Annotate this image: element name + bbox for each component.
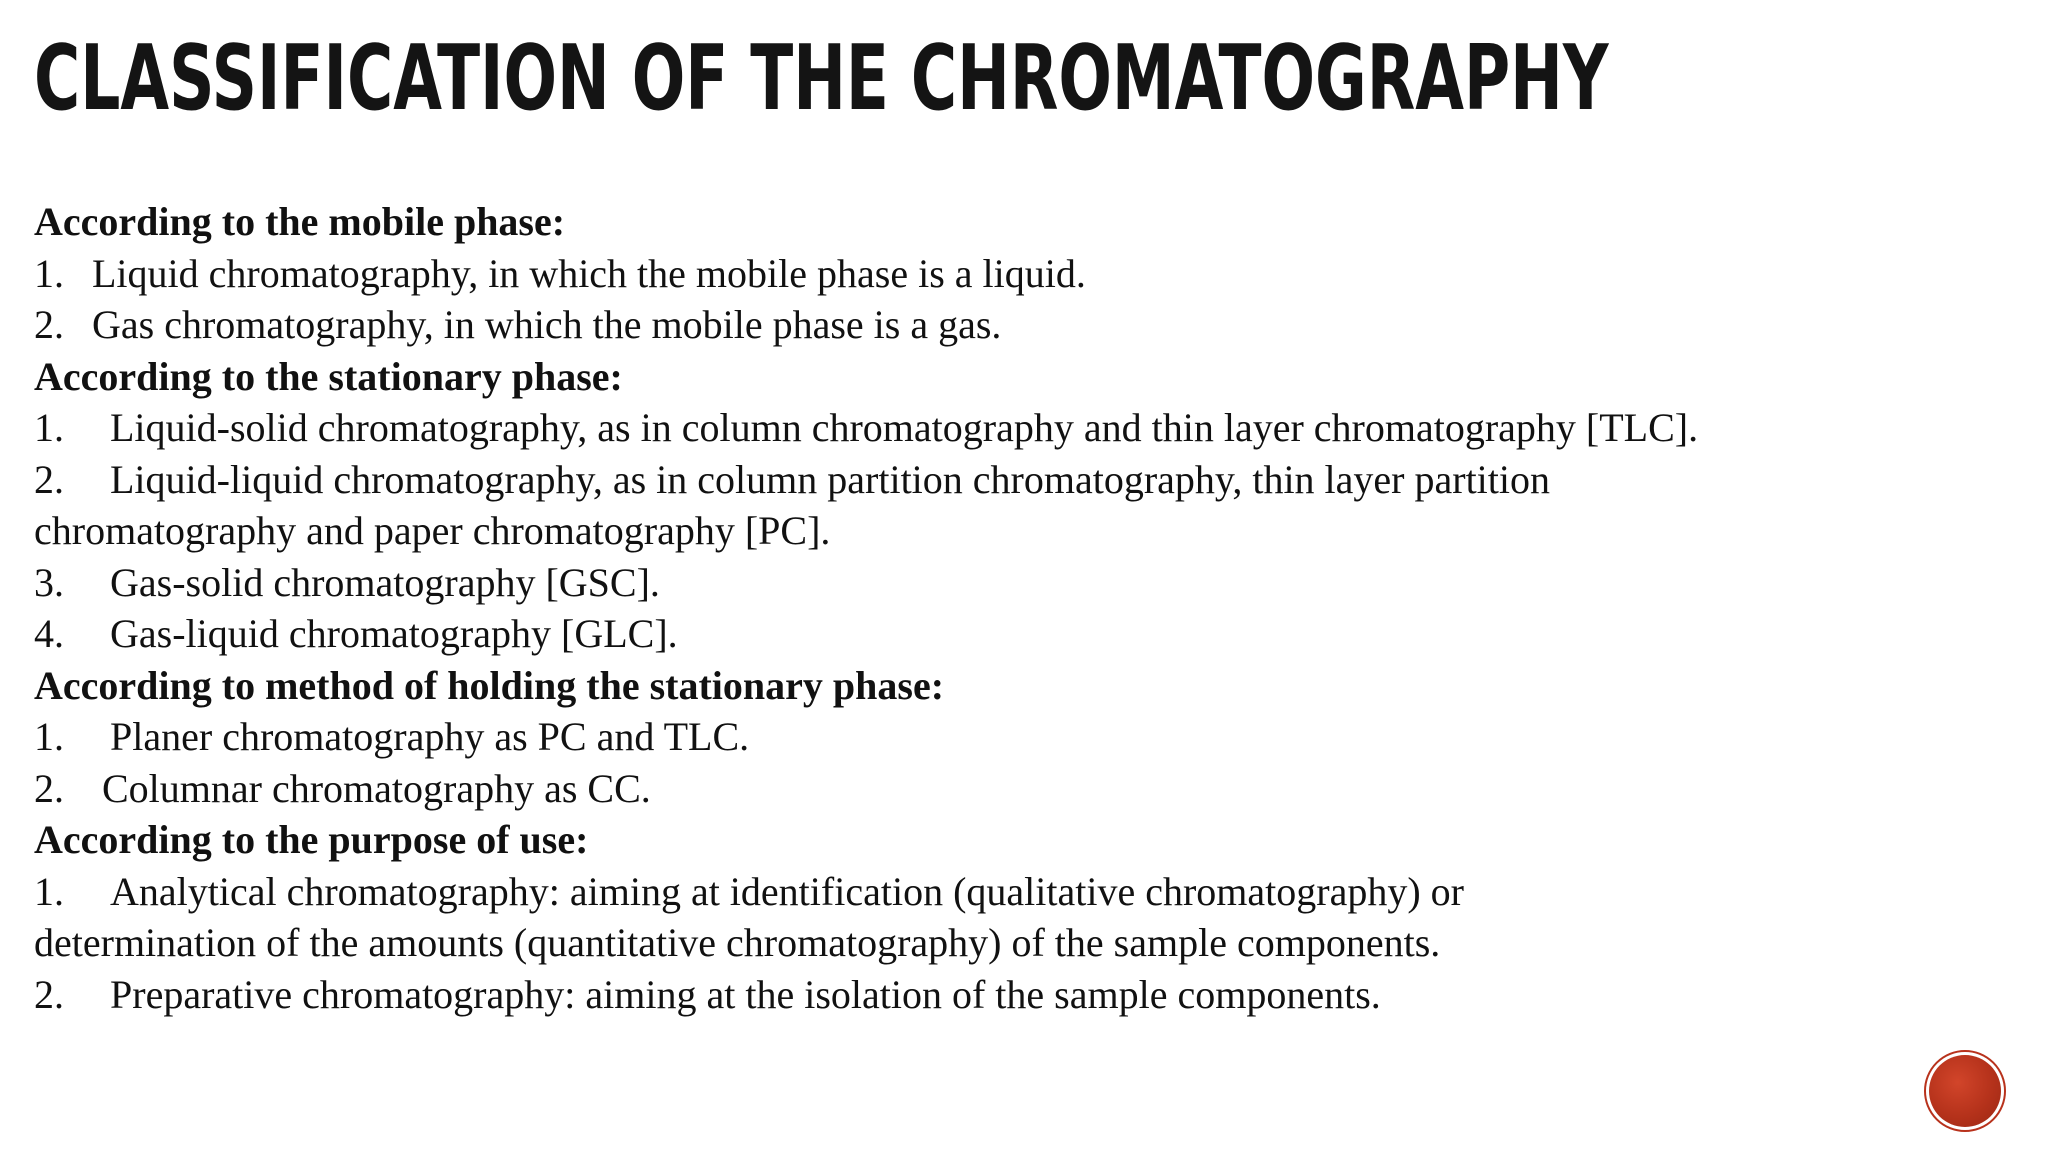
list-text: Liquid-liquid chromatography, as in column partition chromatography, thin layer partition <box>110 456 1551 502</box>
slide-body <box>34 196 2034 1020</box>
list-text: Analytical chromatography: aiming at identification (qualitative chromatography) or <box>110 868 1464 914</box>
list-number: 1. <box>34 714 64 759</box>
list-item <box>34 763 2034 815</box>
list-item <box>34 248 2034 300</box>
list-number: 2. <box>34 456 64 502</box>
list-number: 2. <box>34 971 64 1017</box>
list-text: Gas-liquid chromatography [GLC]. <box>110 611 678 656</box>
red-circle-fill <box>1929 1055 2001 1127</box>
list-text: Liquid-solid chromatography, as in column chromatography and thin layer chromatography [TLC]. <box>110 405 1699 450</box>
list-number: 3. <box>34 559 64 605</box>
list-text: Columnar chromatography as CC. <box>102 765 651 811</box>
list-item-continuation: chromatography and paper chromatography [PC]. <box>34 508 831 553</box>
section-heading-stationary-phase: According to the stationary phase: <box>34 353 623 399</box>
list-item <box>34 969 2034 1021</box>
list-number: 1. <box>34 868 64 914</box>
list-text: Preparative chromatography: aiming at the isolation of the sample components. <box>110 971 1381 1017</box>
list-item <box>34 866 2034 918</box>
section-heading-mobile-phase: According to the mobile phase: <box>34 199 566 244</box>
list-item <box>34 454 2034 506</box>
list-item <box>34 402 2034 454</box>
list-item-continuation: determination of the amounts (quantitative chromatography) of the sample components. <box>34 920 1441 965</box>
section-heading-purpose: According to the purpose of use: <box>34 817 589 862</box>
list-number: 1. <box>34 250 64 296</box>
section-heading-holding-method: According to method of holding the stationary phase: <box>34 662 945 708</box>
list-item <box>34 608 2034 660</box>
list-item <box>34 711 2034 763</box>
slide-title: CLASSIFICATION OF THE CHROMATOGRAPHY <box>34 26 1609 131</box>
red-circle-icon <box>1924 1050 2006 1132</box>
list-item <box>34 299 2034 351</box>
list-number: 2. <box>34 765 64 811</box>
list-text: Planer chromatography as PC and TLC. <box>110 714 750 759</box>
list-number: 2. <box>34 302 64 347</box>
list-number: 4. <box>34 611 64 656</box>
list-number: 1. <box>34 405 64 450</box>
list-text: Gas chromatography, in which the mobile phase is a gas. <box>92 302 1002 347</box>
list-item <box>34 557 2034 609</box>
list-text: Gas-solid chromatography [GSC]. <box>110 559 660 605</box>
list-text: Liquid chromatography, in which the mobile phase is a liquid. <box>92 250 1086 296</box>
